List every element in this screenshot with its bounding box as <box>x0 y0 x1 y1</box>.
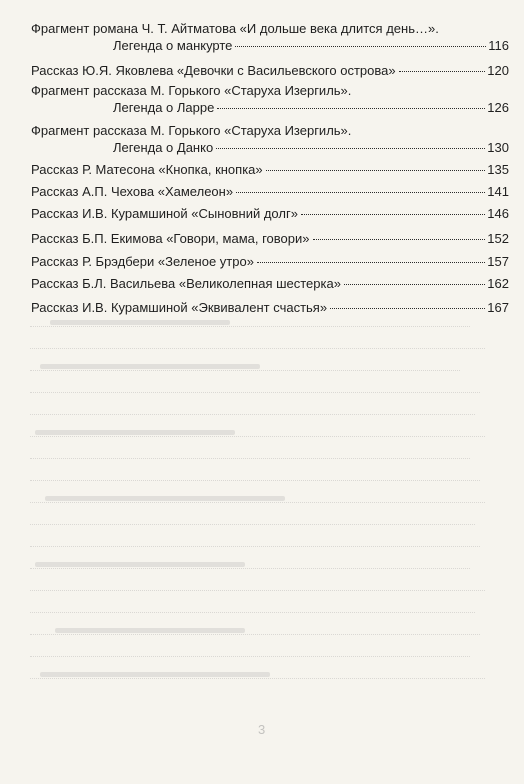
dot-leader <box>399 71 486 72</box>
toc-entry-title: Рассказ И.В. Курамшиной «Эквивалент счастья» <box>31 300 328 315</box>
toc-page-number: 146 <box>487 206 509 221</box>
toc-entry[interactable] <box>31 230 509 247</box>
toc-entry-title: Рассказ Ю.Я. Яковлева «Девочки с Васильевского острова» <box>31 63 396 78</box>
toc-entry[interactable] <box>31 122 509 156</box>
toc-page-number: 157 <box>487 254 509 269</box>
toc-entry-title: Рассказ А.П. Чехова «Хамелеон» <box>31 184 234 199</box>
dot-leader <box>344 284 485 285</box>
toc-entry-title: Рассказ Б.П. Екимова «Говори, мама, говори» <box>31 231 310 246</box>
toc-entry-title: Рассказ Р. Матесона «Кнопка, кнопка» <box>31 162 263 177</box>
toc-entry-title: Фрагмент рассказа М. Горького «Старуха Изергиль». <box>31 83 352 98</box>
toc-page-number: 116 <box>488 38 509 53</box>
toc-entry-title: Фрагмент рассказа М. Горького «Старуха Изергиль». <box>31 123 352 138</box>
toc-entry-title: Рассказ Б.Л. Васильева «Великолепная шестерка» <box>31 276 341 291</box>
toc-entry[interactable] <box>31 299 509 316</box>
toc-entry[interactable] <box>31 205 509 222</box>
toc-entry[interactable] <box>31 82 509 116</box>
toc-entry[interactable] <box>31 183 509 200</box>
dot-leader <box>216 148 485 149</box>
page-number: 3 <box>258 722 266 737</box>
toc-entry-title: Рассказ Р. Брэдбери «Зеленое утро» <box>31 254 254 269</box>
toc-page-number: 162 <box>487 276 509 291</box>
dot-leader <box>235 46 486 47</box>
toc-entry-title: Фрагмент романа Ч. Т. Айтматова «И дольше века длится день…». <box>31 21 439 36</box>
dot-leader <box>301 214 485 215</box>
toc-page-number: 167 <box>487 300 509 315</box>
toc-entry[interactable] <box>31 20 509 54</box>
toc-entry-subtitle: Легенда о Данко <box>113 140 214 155</box>
toc-entry-subtitle: Легенда о Ларре <box>113 100 215 115</box>
dot-leader <box>217 108 485 109</box>
dot-leader <box>266 170 486 171</box>
toc-entry-subtitle: Легенда о манкурте <box>113 38 233 53</box>
toc-page-number: 126 <box>487 100 509 115</box>
toc-page-number: 130 <box>487 140 509 155</box>
dot-leader <box>236 192 485 193</box>
toc-page-number: 141 <box>487 184 509 199</box>
dot-leader <box>313 239 486 240</box>
toc-entry[interactable] <box>31 253 509 270</box>
dot-leader <box>330 308 485 309</box>
toc-entry[interactable] <box>31 275 509 292</box>
toc-page-number: 152 <box>487 231 509 246</box>
toc-page-number: 135 <box>487 162 509 177</box>
dot-leader <box>257 262 485 263</box>
bleed-through-text <box>30 320 500 720</box>
toc-entry[interactable] <box>31 161 509 178</box>
toc-entry[interactable] <box>31 62 509 79</box>
toc-entry-title: Рассказ И.В. Курамшиной «Сыновний долг» <box>31 206 298 221</box>
toc-page-number: 120 <box>487 63 509 78</box>
